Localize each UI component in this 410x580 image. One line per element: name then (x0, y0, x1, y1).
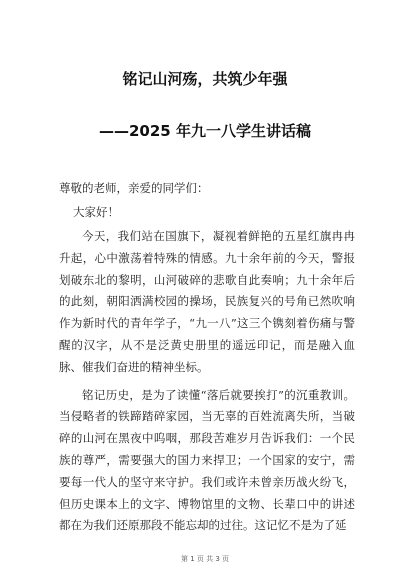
page-number: 第 1 页 共 3 页 (180, 555, 230, 563)
document-title: 铭记山河殇，共筑少年强 (122, 70, 288, 88)
document-subtitle: ——2025 年九一八学生讲话稿 (99, 122, 311, 140)
paragraph: 铭记历史，是为了读懂“落后就要挨打”的沉重教训。当侵略者的铁蹄踏碎家园，当无辜的百姓流离失所，当破碎的山河在黑夜中呜咽，那段苦难岁月告诉我们：一个民族的尊严，需要强大的国力来捍卫；一个国家的安宁，需要每一代人的坚守来守护。我们或许未曾亲历战火纷飞，但历史课本上的文字、博物馆里的文物、长辈口中的讲述都在为我们还原那段不能忘却的过往。这记忆不是为了延 (59, 387, 355, 533)
salutation: 尊敬的老师，亲爱的同学们： (59, 181, 209, 195)
paragraph: 今天，我们站在国旗下，凝视着鲜艳的五星红旗冉冉升起，心中激荡着特殊的情感。九十余年前的今天，警报划破东北的黎明，山河破碎的悲歌自此奏响；九十余年后的此刻，朝阳洒满校园的操场，民族复兴的号角已然吹响作为新时代的青年学子，“九一八”这三个镌刻着伤痛与警醒的汉字，从不是泛黄史册里的遥远印记，而是融入血脉、催我们奋进的精神坐标。 (59, 229, 355, 374)
body-text (59, 226, 355, 543)
greeting: 大家好！ (73, 205, 119, 219)
